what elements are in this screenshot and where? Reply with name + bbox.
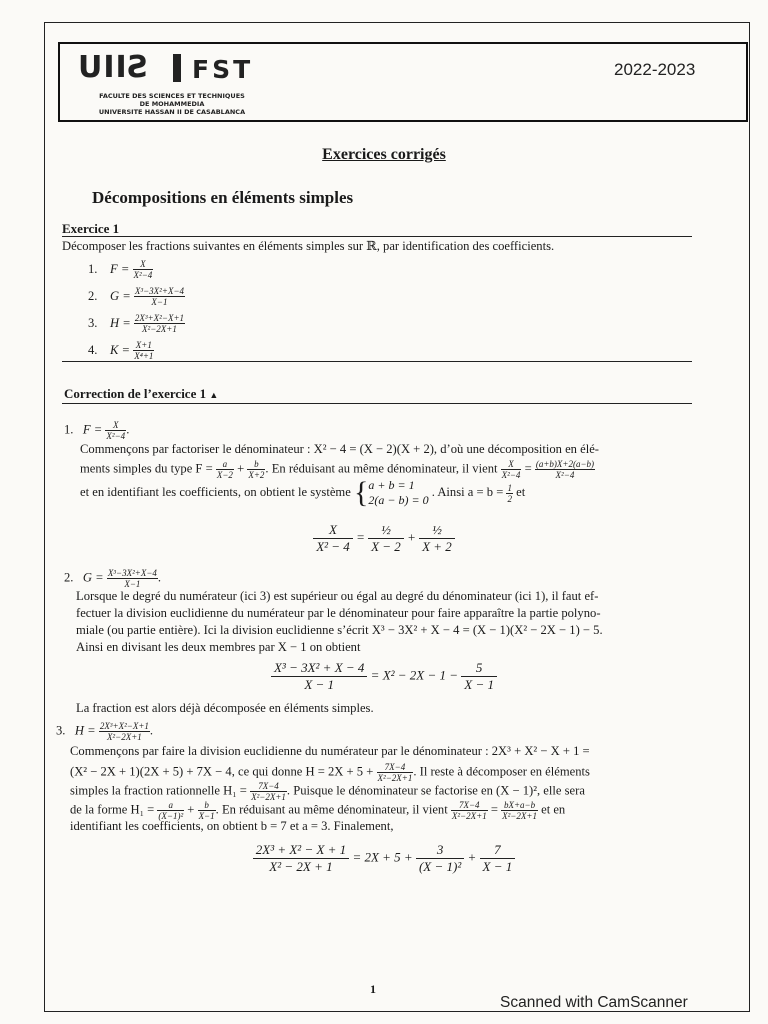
correction-rule (62, 403, 692, 404)
correction-part-2-line: fectuer la division euclidienne du numérateur par le dénominateur pour faire apparaître la partie polyno- (76, 606, 601, 620)
correction-part-2-result: $\frac{\text{X³ − 3X² + X − 4}}{X - 1}$ = X² − 2X − 1 − $\frac{5}{X - 1}$ (0, 660, 768, 693)
document-title: Exercices corrigés (322, 146, 446, 163)
exercise-top-rule (62, 236, 692, 237)
academic-year: 2022-2023 (614, 60, 696, 79)
correction-part-3-result: $\frac{\text{2X³ + X² − X + 1}}{\text{X² − 2X + 1}}$ = 2X + 5 + $\frac{3}{\text{(X − 1)²}}$ + $\frac{7}{X - 1}$ (0, 842, 768, 875)
correction-part-1-result: $\frac{X}{\text{X² − 4}}$ = $\frac{\text{½}}{X - 2}$ + $\frac{\text{½}}{X + 2}$ (0, 522, 768, 555)
correction-part-2-header: 2. G = $\frac{\text{X³−3X²+X−4}}{X-1}$ . (64, 568, 162, 589)
exercise-item: 4. K = $\frac{X+1}{\text{X⁴+1}}$ (88, 340, 154, 361)
logo-divider (173, 54, 181, 82)
logo-subtitle: FACULTE DES SCIENCES ET TECHNIQUES DE MOHAMMEDIA UNIVERSITE HASSAN II DE CASABLANCA (98, 92, 246, 116)
exercise-statement: Décomposer les fractions suivantes en éléments simples sur ℝ, par identification des coefficients. (62, 239, 555, 253)
exercise-item: 1. F = $\frac{X}{\text{X²−4}}$ (88, 259, 153, 280)
university-logo-mark: UIIƧ (78, 50, 151, 85)
correction-part-3-line: identifiant les coefficients, on obtient b = 7 et a = 3. Finalement, (70, 819, 394, 833)
correction-part-3-header: 3. H = $\frac{\text{2X³+X²−X+1}}{\text{X²−2X+1}}$ . (56, 721, 154, 742)
exercise-item: 3. H = $\frac{\text{2X³+X²−X+1}}{\text{X²−2X+1}}$ (88, 313, 185, 334)
correction-part-3-line: Commençons par faire la division euclidienne du numérateur par le dénominateur : 2X³ + X² − X + 1 = (70, 744, 590, 758)
correction-part-1-line: ments simples du type F = $\frac{a}{X-2}$ + $\frac{b}{X+2}$ . En réduisant au même dénominateur, il vient $\frac{X}{\text{X²−4}}$ = $\frac{(a+b)X+2(a-b)}{\text{X²−4}}$ (80, 459, 595, 480)
correction-part-2-line: Ainsi en divisant les deux membres par X − 1 on obtient (76, 640, 361, 654)
exercise-heading: Exercice 1 (62, 221, 120, 236)
correction-part-1-line: Commençons par factoriser le dénominateur : X² − 4 = (X − 2)(X + 2), d’où une décomposition en élé- (80, 442, 600, 456)
correction-part-2-line: La fraction est alors déjà décomposée en éléments simples. (76, 701, 374, 715)
correction-part-1-line: et en identifiant les coefficients, on obtient le système { a + b = 1 2(a − b) = 0 . Ainsi a = b = $\frac{1}{2}$ et (80, 476, 526, 509)
correction-part-3-line: de la forme H₁ = $\frac{a}{\text{(X−1)²}}$ + $\frac{b}{X-1}$ . En réduisant au même dénominateur, il vient $\frac{7X-4}{\text{X²−2X+1}}$ = $\frac{bX+a-b}{\text{X²−2X+1}}$ et en (70, 800, 566, 821)
logo-text: FST (192, 55, 254, 84)
scanner-watermark: Scanned with CamScanner (500, 994, 688, 1011)
correction-part-3-line: simples la fraction rationnelle H₁ = $\frac{7X-4}{\text{X²−2X+1}}$ . Puisque le dénominateur se factorise en (X − 1)², elle sera (70, 781, 585, 802)
page-number: 1 (370, 982, 376, 996)
correction-part-1-header: 1. F = $\frac{X}{\text{X²−4}}$ . (64, 420, 130, 441)
exercise-item: 2. G = $\frac{\text{X³−3X²+X−4}}{X-1}$ (88, 286, 185, 307)
correction-part-3-line: (X² − 2X + 1)(2X + 5) + 7X − 4, ce qui donne H = 2X + 5 + $\frac{7X-4}{\text{X²−2X+1}}$ . Il reste à décomposer en éléments (70, 762, 590, 783)
exercise-items (88, 256, 185, 364)
back-link-arrow[interactable]: ▲ (209, 390, 219, 400)
correction-part-2-line: miale (ou partie entière). Ici la division euclidienne s’écrit X³ − 3X² + X − 4 = (X − 1)(X² − 2X − 1) − 5. (76, 623, 603, 637)
exercise-bottom-rule (62, 361, 692, 362)
document-subtitle: Décompositions en éléments simples (92, 188, 354, 207)
correction-part-2-line: Lorsque le degré du numérateur (ici 3) est supérieur ou égal au degré du dénominateur (ici 1), il faut ef- (76, 589, 599, 603)
correction-heading: Correction de l’exercice 1 ▲ (64, 386, 219, 401)
